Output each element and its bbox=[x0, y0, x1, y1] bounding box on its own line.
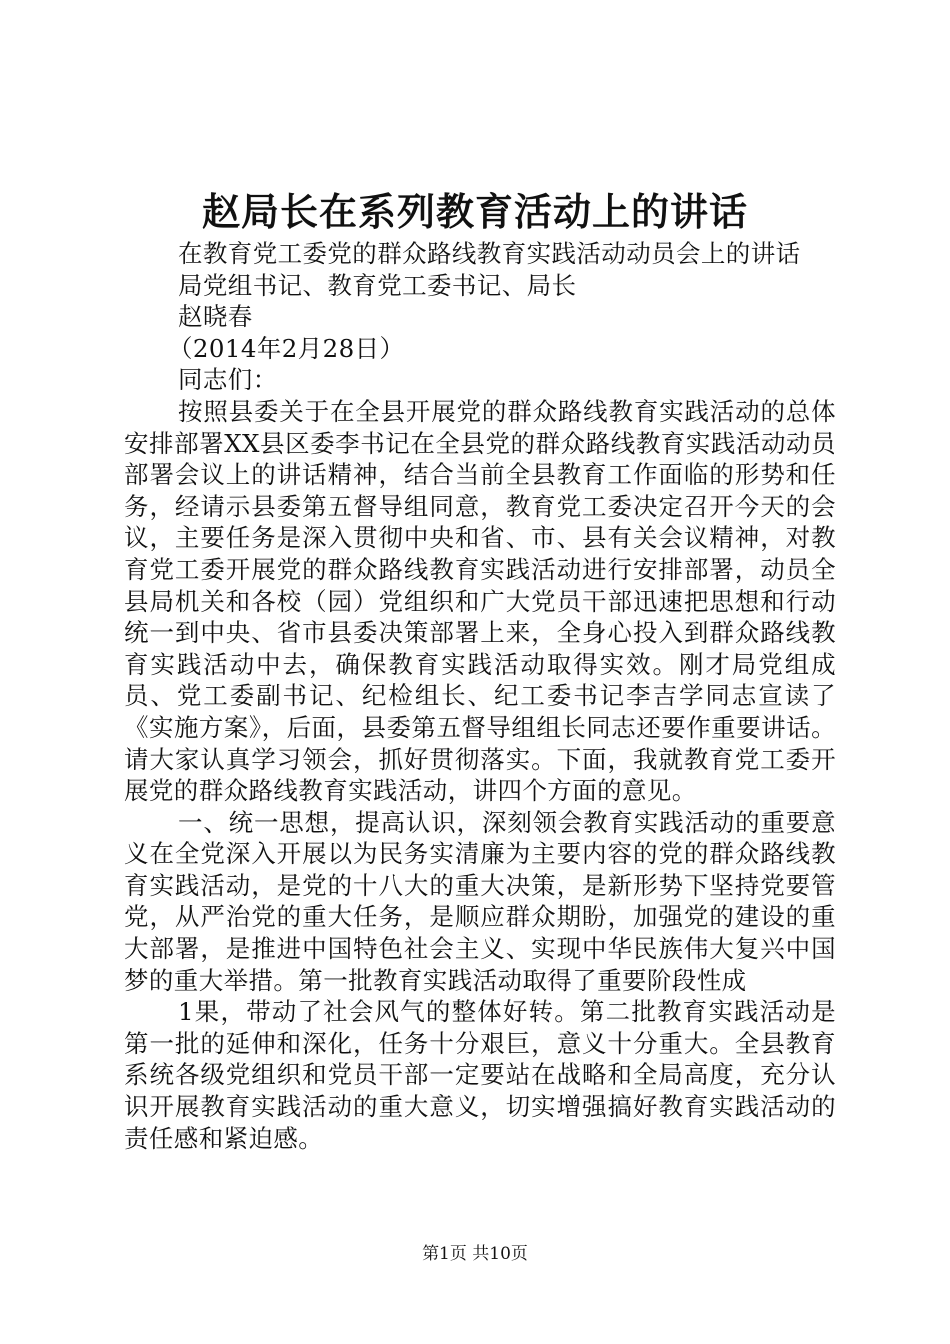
speech-subtitle: 在教育党工委党的群众路线教育实践活动动员会上的讲话 bbox=[178, 239, 801, 268]
salutation: 同志们： bbox=[178, 365, 278, 395]
paragraph: 1果，带动了社会风气的整体好转。第二批教育实践活动是第一批的延伸和深化，任务十分艰巨，意义十分重大。全县教育系统各级党组织和党员干部一定要站在战略和全局高度，充分认识开展教育实践活动的重大意义，切实增强搞好教育实践活动的责任感和紧迫感。 bbox=[124, 997, 836, 1153]
speech-date: （2014年2月28日） bbox=[168, 333, 405, 363]
paragraph: 一、统一思想，提高认识，深刻领会教育实践活动的重要意义在全党深入开展以为民务实清廉为主要内容的党的群众路线教育实践活动，是党的十八大的重大决策，是新形势下坚持党要管党，从严治党的重大任务，是顺应群众期盼，加强党的建设的重大部署，是推进中国特色社会主义、实现中华民族伟大复兴中国梦的重大举措。第一批教育实践活动取得了重要阶段性成 bbox=[124, 807, 836, 995]
document-title: 赵局长在系列教育活动上的讲话 bbox=[201, 189, 748, 234]
speaker-position: 局党组书记、教育党工委书记、局长 bbox=[178, 270, 577, 300]
speaker-name: 赵晓春 bbox=[178, 302, 253, 332]
document-body bbox=[124, 238, 836, 1154]
page-number: 第1页 共10页 bbox=[422, 1244, 528, 1264]
paragraph: 按照县委关于在全县开展党的群众路线教育实践活动的总体安排部署XX县区委李书记在全县党的群众路线教育实践活动动员部署会议上的讲话精神，结合当前全县教育工作面临的形势和任务，经请示县委第五督导组同意，教育党工委决定召开今天的会议，主要任务是深入贯彻中央和省、市、县有关会议精神，对教育党工委开展党的群众路线教育实践活动进行安排部署，动员全县局机关和各校（园）党组织和广大党员干部迅速把思想和行动统一到中央、省市县委决策部署上来，全身心投入到群众路线教育实践活动中去，确保教育实践活动取得实效。刚才局党组成员、党工委副书记、纪检组长、纪工委书记李吉学同志宣读了《实施方案》，后面，县委第五督导组组长同志还要作重要讲话。请大家认真学习领会，抓好贯彻落实。下面，我就教育党工委开展党的群众路线教育实践活动，讲四个方面的意见。 bbox=[124, 396, 836, 806]
